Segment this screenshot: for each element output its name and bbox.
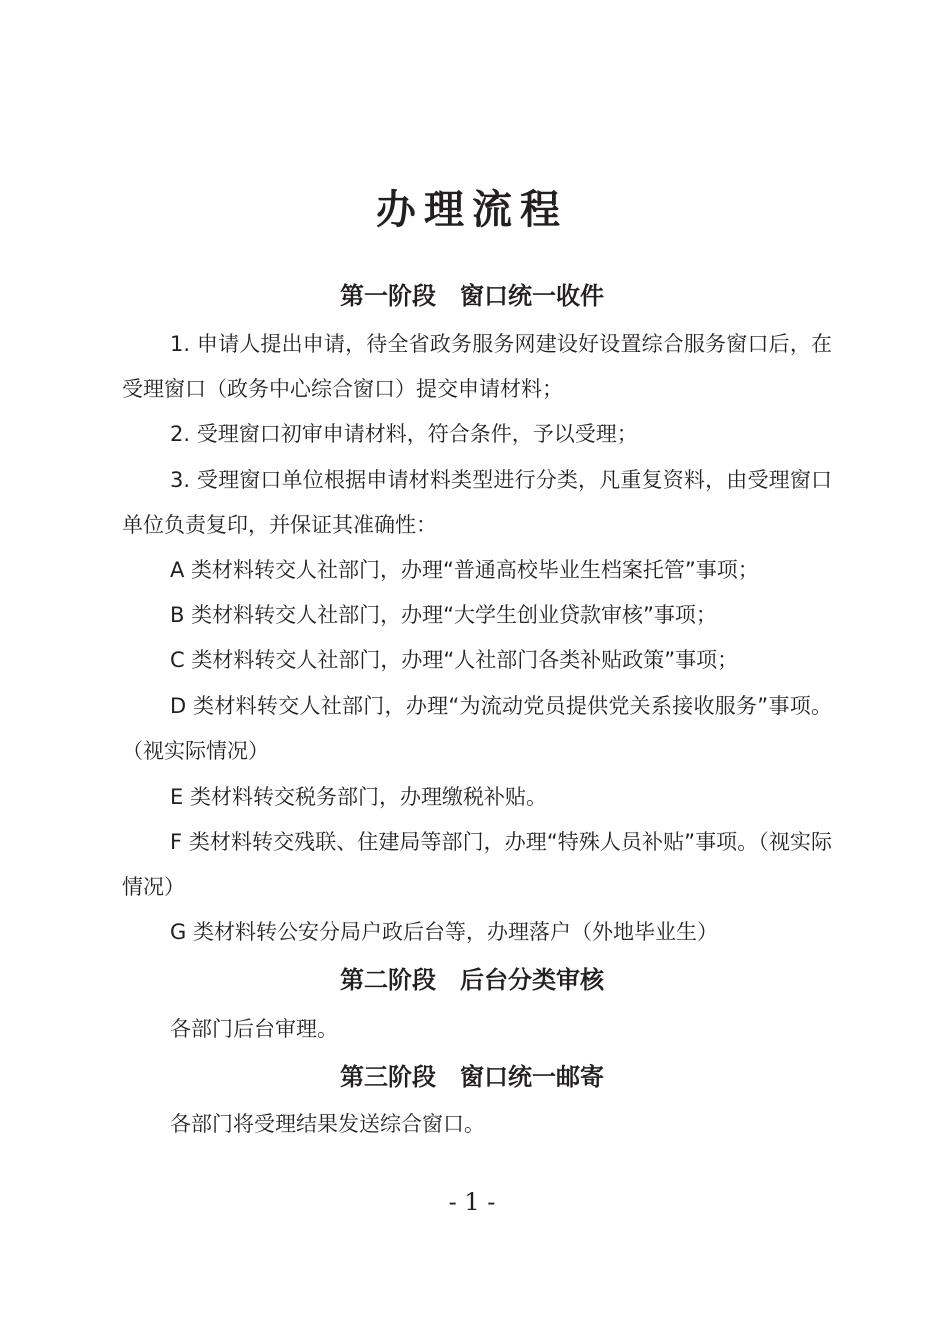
stage-2-heading: 第二阶段 后台分类审核 <box>340 966 604 994</box>
stage-1-item-2: 2. 受理窗口初审申请材料，符合条件，予以受理； <box>170 422 638 446</box>
stage-1-category-d: D 类材料转交人社部门，办理“为流动党员提供党关系接收服务”事项。（视实际情况） <box>122 694 832 763</box>
stage-1-category-e: E 类材料转交税务部门，办理缴税补贴。 <box>170 785 547 809</box>
stage-1-category-a: A 类材料转交人社部门，办理“普通高校毕业生档案托管”事项； <box>170 558 759 582</box>
stage-1-category-c: C 类材料转交人社部门，办理“人社部门各类补贴政策”事项； <box>170 648 739 672</box>
stage-1-heading: 第一阶段 窗口统一收件 <box>340 282 604 310</box>
stage-1-category-b: B 类材料转交人社部门，办理“大学生创业贷款审核”事项； <box>170 603 717 627</box>
document-title: 办理流程 <box>376 186 568 233</box>
stage-1-item-1: 1. 申请人提出申请，待全省政务服务网建设好设置综合服务窗口后，在受理窗口（政务中心综合窗口）提交申请材料； <box>122 332 832 401</box>
stage-3-heading: 第三阶段 窗口统一邮寄 <box>340 1063 604 1091</box>
stage-2-paragraph: 各部门后台审理。 <box>170 1017 338 1041</box>
stage-1-category-g: G 类材料转公安分局户政后台等，办理落户（外地毕业生） <box>170 920 718 944</box>
stage-1-category-f: F 类材料转交残联、住建局等部门，办理“特殊人员补贴”事项。（视实际情况） <box>122 830 832 899</box>
stage-1-item-3: 3. 受理窗口单位根据申请材料类型进行分类，凡重复资料，由受理窗口单位负责复印，并保证其准确性： <box>122 468 832 537</box>
page-number: - 1 - <box>448 1188 496 1216</box>
stage-3-paragraph: 各部门将受理结果发送综合窗口。 <box>170 1112 485 1136</box>
